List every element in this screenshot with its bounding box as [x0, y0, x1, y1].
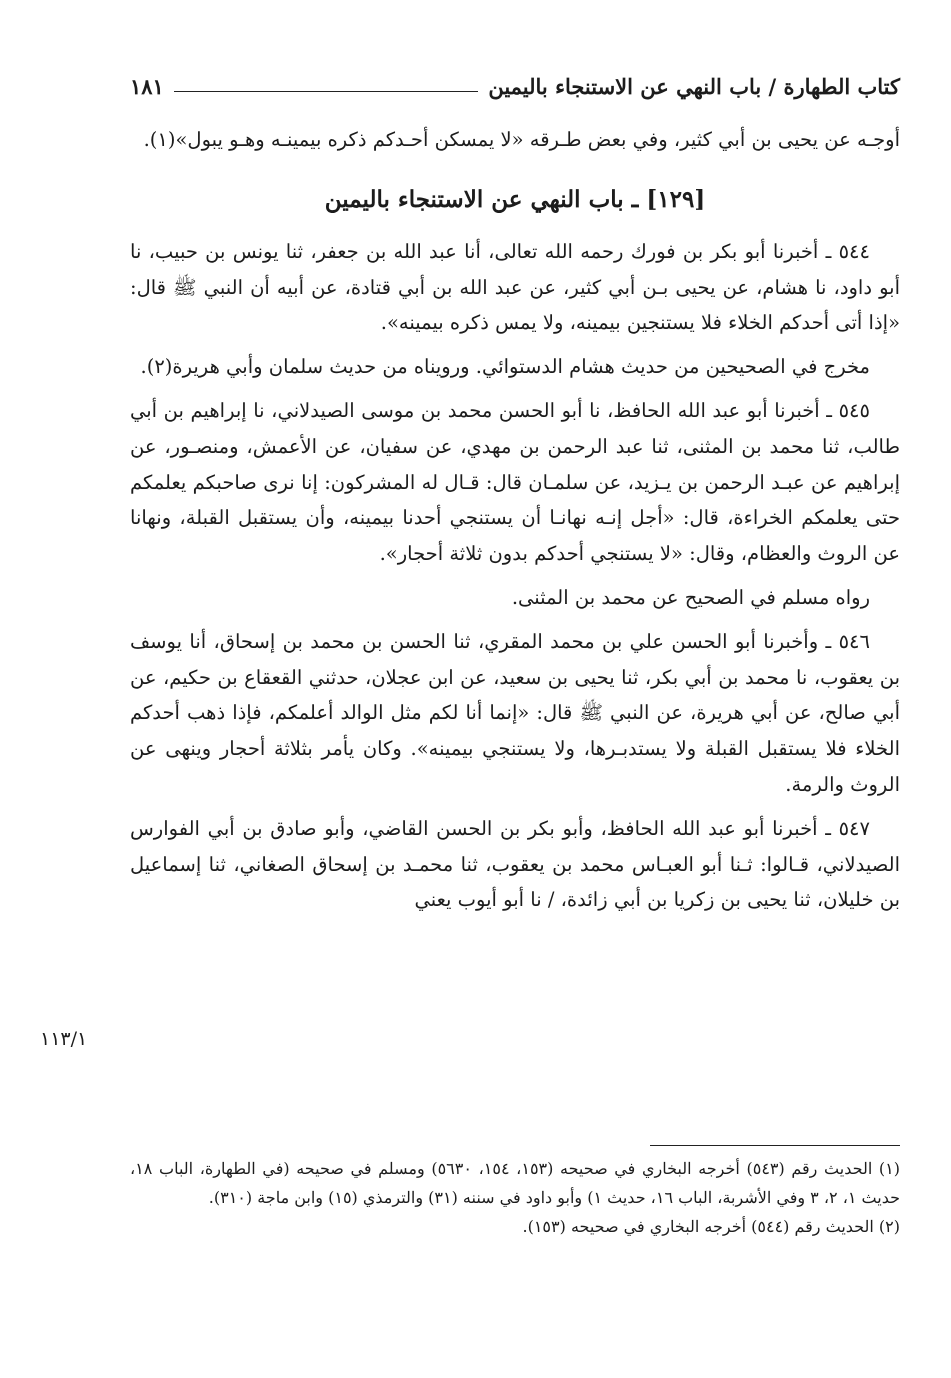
footnote-rule [650, 1145, 900, 1146]
footnote-2: (٢) الحديث رقم (٥٤٤) أخرجه البخاري في صحيحه (١٥٣). [522, 1217, 900, 1236]
intro-paragraph: أوجـه عن يحيى بن أبي كثير، وفي بعض طـرقه «لا يمسكن أحـدكم ذكره بيمينـه وهـو يبول»(١). [143, 128, 900, 151]
header-title: كتاب الطهارة / باب النهي عن الاستنجاء باليمين [488, 73, 900, 99]
chapter-title: [١٢٩] ـ باب النهي عن الاستنجاء باليمين [324, 185, 706, 213]
running-header [130, 70, 900, 102]
header-rule [174, 91, 478, 92]
hadith-547: ٥٤٧ ـ أخبرنا أبو عبد الله الحافظ، وأبو بكر بن الحسن القاضي، وأبو صادق بن أبي الفوارس الصيدلاني، قـالوا: ثـنا أبو العبـاس محمد بن يعقوب، ثنا محمـد بن إسحاق الصغاني، ثنا إسماعيل بن خليلان، ثنا يحيى بن زكريا بن أبي زائدة، / نا أبو أيوب يعني [130, 816, 900, 912]
hadith-545: ٥٤٥ ـ أخبرنا أبو عبد الله الحافظ، نا أبو الحسن محمد بن موسى الصيدلاني، نا إبراهيم بن أبي طالب، ثنا محمد بن المثنى، ثنا عبد الرحمن بن مهدي، عن سفيان، عن الأعمش، ومنصـور، عن إبراهيم عن عبـد الرحمن بن يـزيد، عن سلمـان قال: قـال له المشركون: إنا نرى صاحبكم يعلمكم حتى يعلمكم الخراءة، قال: «أجل إنـه نهانـا أن يستنجي أحدنا بيمينه، وأن يستقبل القبلة، ونهانا عن الروث والعظام، وقال: «لا يستنجي أحدكم بدون ثلاثة أحجار». [130, 398, 900, 566]
main-text [130, 122, 900, 918]
margin-manuscript-reference: ١١٣/١ [40, 1028, 88, 1050]
note-545: رواه مسلم في الصحيح عن محمد بن المثنى. [511, 585, 870, 609]
footnotes [130, 1154, 900, 1241]
hadith-544: ٥٤٤ ـ أخبرنا أبو بكر بن فورك رحمه الله تعالى، أنا عبد الله بن جعفر، ثنا يونس بن حبيب، نا أبو داود، نا هشام، عن يحيى بـن أبي كثير، عن عبد الله بن أبي قتادة، عن أبيه أن النبي ﷺ قال: «إذا أتى أحدكم الخلاء فلا يستنجين بيمينه، ولا يمس ذكره بيمينه». [130, 239, 900, 335]
footnote-1: (١) الحديث رقم (٥٤٣) أخرجه البخاري في صحيحه (١٥٣، ١٥٤، ٥٦٣٠) ومسلم في صحيحه (في الطهارة، الباب ١٨، حديث ١، ٢، ٣ وفي الأشربة، الباب ١٦، حديث ١) وأبو داود في سننه (٣١) والترمذي (١٥) وابن ماجة (٣١٠). [130, 1159, 901, 1207]
note-544: مخرج في الصحيحين من حديث هشام الدستوائي. ورويناه من حديث سلمان وأبي هريرة(٢). [140, 355, 870, 379]
spacer [130, 385, 900, 393]
spacer [130, 616, 900, 624]
page-number: ١٨١ [130, 73, 164, 99]
spacer [130, 341, 900, 349]
spacer [130, 572, 900, 580]
spacer [130, 803, 900, 811]
hadith-546: ٥٤٦ ـ وأخبرنا أبو الحسن علي بن محمد المقري، ثنا الحسن بن محمد بن إسحاق، أنا يوسف بن يعقوب، نا محمد بن أبي بكر، ثنا يحيى بن سعيد، عن ابن عجلان، حدثني القعقاع بن حكيم، عن أبي صالح، عن أبي هريرة، عن النبي ﷺ قال: «إنما أنا لكم مثل الوالد أعلمكم، فإذا ذهب أحدكم الخلاء فلا يستقبل القبلة ولا يستدبـرها، ولا يستنجي بيمينه». وكان يأمر بثلاثة أحجار وينهى عن الروث والرمة. [130, 629, 900, 796]
